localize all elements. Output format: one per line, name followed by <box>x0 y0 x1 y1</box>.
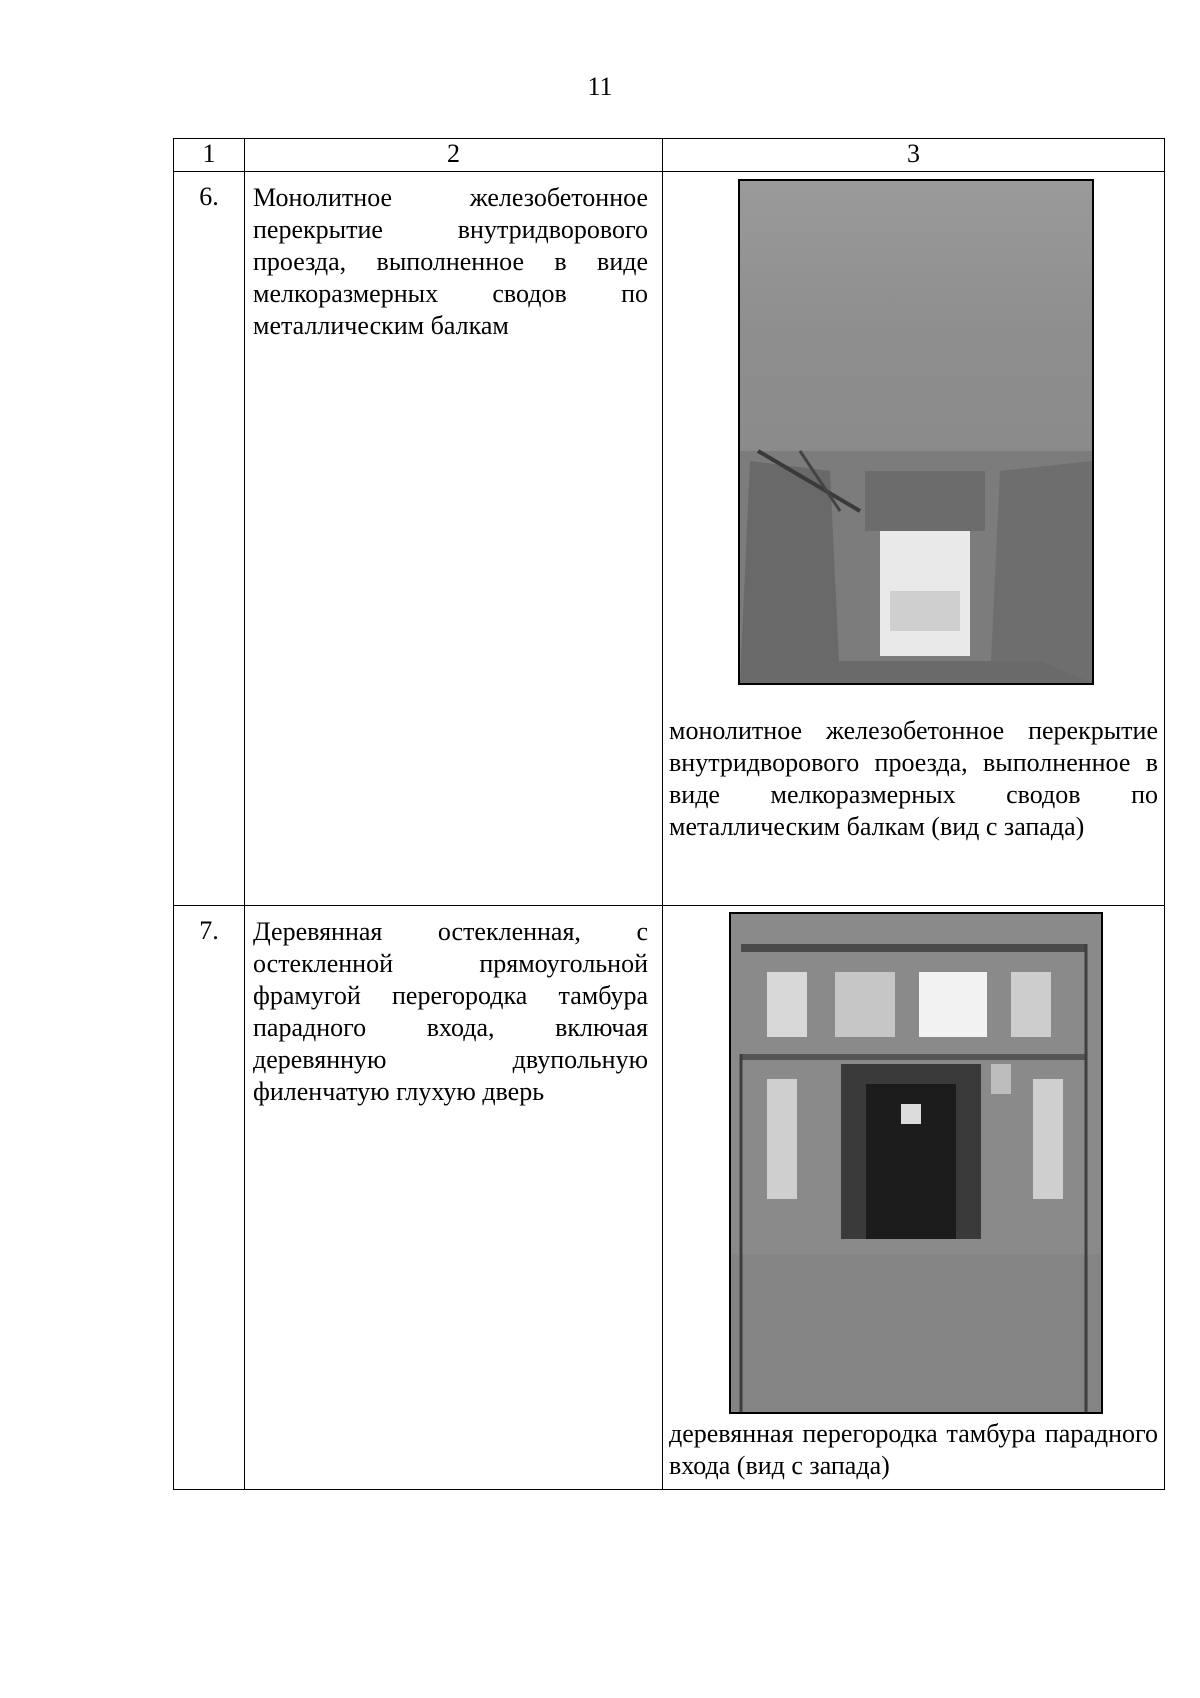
element-description: Деревянная остекленная, с остекленной прямоугольной фрамугой перегородка тамбура парадного входа, включая деревянную двупольную филенчатую глухую дверь <box>245 906 663 1490</box>
photo-courtyard-passage-vault <box>738 179 1094 685</box>
page-number: 11 <box>587 72 613 101</box>
table-row <box>174 172 1165 906</box>
element-description: Монолитное железобетонное перекрытие внутридворового проезда, выполненное в виде мелкоразмерных сводов по металлическим балкам <box>245 172 663 906</box>
photo-caption: деревянная перегородка тамбура парадного входа (вид с запада) <box>669 1419 1158 1480</box>
photo-vestibule-partition <box>729 912 1103 1414</box>
header-col-3: 3 <box>663 139 1165 172</box>
photo-cell <box>663 906 1165 1490</box>
header-col-1: 1 <box>174 139 245 172</box>
monument-elements-table <box>173 138 1165 1490</box>
table-header-row <box>174 139 1165 172</box>
row-number: 6. <box>174 172 245 906</box>
photo-caption: монолитное железобетонное перекрытие внутридворового проезда, выполненное в виде мелкоразмерных сводов по металлическим балкам (вид с запада) <box>669 716 1158 841</box>
photo-cell <box>663 172 1165 906</box>
row-number: 7. <box>174 906 245 1490</box>
header-col-2: 2 <box>245 139 663 172</box>
table-row <box>174 906 1165 1490</box>
